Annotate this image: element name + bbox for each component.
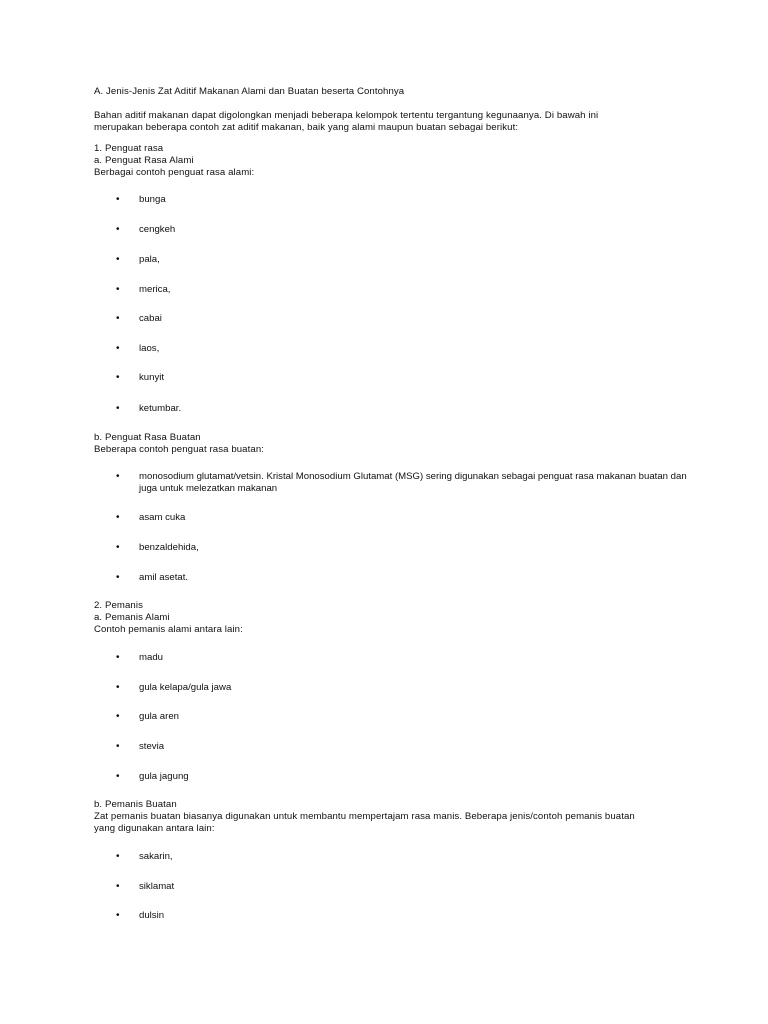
list-item-text: siklamat [139, 881, 175, 892]
bullet-icon: • [116, 910, 120, 921]
list-item-text: monosodium glutamat/vetsin. Kristal Monosodium Glutamat (MSG) sering digunakan sebagai penguat rasa makanan buatan dan juga untuk melezatkan makanan [139, 471, 687, 494]
bullet-icon: • [116, 851, 120, 862]
bullet-icon: • [116, 771, 120, 782]
list-item-text: asam cuka [139, 512, 186, 523]
list-item-text: gula aren [139, 711, 180, 722]
list-item-text: merica, [139, 284, 171, 295]
bullet-icon: • [116, 284, 120, 295]
bullet-icon: • [116, 254, 120, 265]
bullet-icon: • [116, 471, 120, 482]
bullet-icon: • [116, 343, 120, 354]
section-2-title: 2. Pemanis [94, 600, 143, 611]
list-item-text: madu [139, 652, 163, 663]
section-2b-lead-line-1: Zat pemanis buatan biasanya digunakan untuk membantu mempertajam rasa manis. Beberapa jenis/contoh pemanis buatan [94, 811, 635, 822]
bullet-icon: • [116, 572, 120, 583]
section-2a-lead: Contoh pemanis alami antara lain: [94, 624, 243, 635]
list-item-text: kunyit [139, 372, 165, 383]
bullet-icon: • [116, 313, 120, 324]
section-1a-title: a. Penguat Rasa Alami [94, 155, 194, 166]
list-item-text: amil asetat. [139, 572, 189, 583]
section-2b-title: b. Pemanis Buatan [94, 799, 177, 810]
section-2a-title: a. Pemanis Alami [94, 612, 170, 623]
bullet-icon: • [116, 403, 120, 414]
bullet-icon: • [116, 741, 120, 752]
list-item-text: dulsin [139, 910, 165, 921]
list-item-text: stevia [139, 741, 165, 752]
list-item-text: bunga [139, 194, 166, 205]
bullet-icon: • [116, 881, 120, 892]
section-2b-lead-line-2: yang digunakan antara lain: [94, 823, 215, 834]
bullet-icon: • [116, 652, 120, 663]
bullet-icon: • [116, 194, 120, 205]
list-item-text: laos, [139, 343, 160, 354]
intro-paragraph-line-1: Bahan aditif makanan dapat digolongkan menjadi beberapa kelompok tertentu tergantung kegunaanya. Di bawah ini [94, 110, 599, 121]
intro-paragraph-line-2: merupakan beberapa contoh zat aditif makanan, baik yang alami maupun buatan sebagai berikut: [94, 122, 519, 133]
list-item-text: gula kelapa/gula jawa [139, 682, 232, 693]
bullet-icon: • [116, 682, 120, 693]
list-item-text: cengkeh [139, 224, 176, 235]
section-1b-lead: Beberapa contoh penguat rasa buatan: [94, 444, 265, 455]
document-heading: A. Jenis-Jenis Zat Aditif Makanan Alami dan Buatan beserta Contohnya [94, 86, 405, 97]
section-1b-title: b. Penguat Rasa Buatan [94, 432, 201, 443]
bullet-icon: • [116, 711, 120, 722]
list-item-text: sakarin, [139, 851, 173, 862]
list-item-text: benzaldehida, [139, 542, 199, 553]
bullet-icon: • [116, 512, 120, 523]
list-item-text: pala, [139, 254, 160, 265]
bullet-icon: • [116, 542, 120, 553]
list-item-text: ketumbar. [139, 403, 182, 414]
section-1-title: 1. Penguat rasa [94, 143, 164, 154]
section-1a-lead: Berbagai contoh penguat rasa alami: [94, 167, 255, 178]
list-item-text: gula jagung [139, 771, 189, 782]
bullet-icon: • [116, 224, 120, 235]
list-item-text: cabai [139, 313, 162, 324]
bullet-icon: • [116, 372, 120, 383]
